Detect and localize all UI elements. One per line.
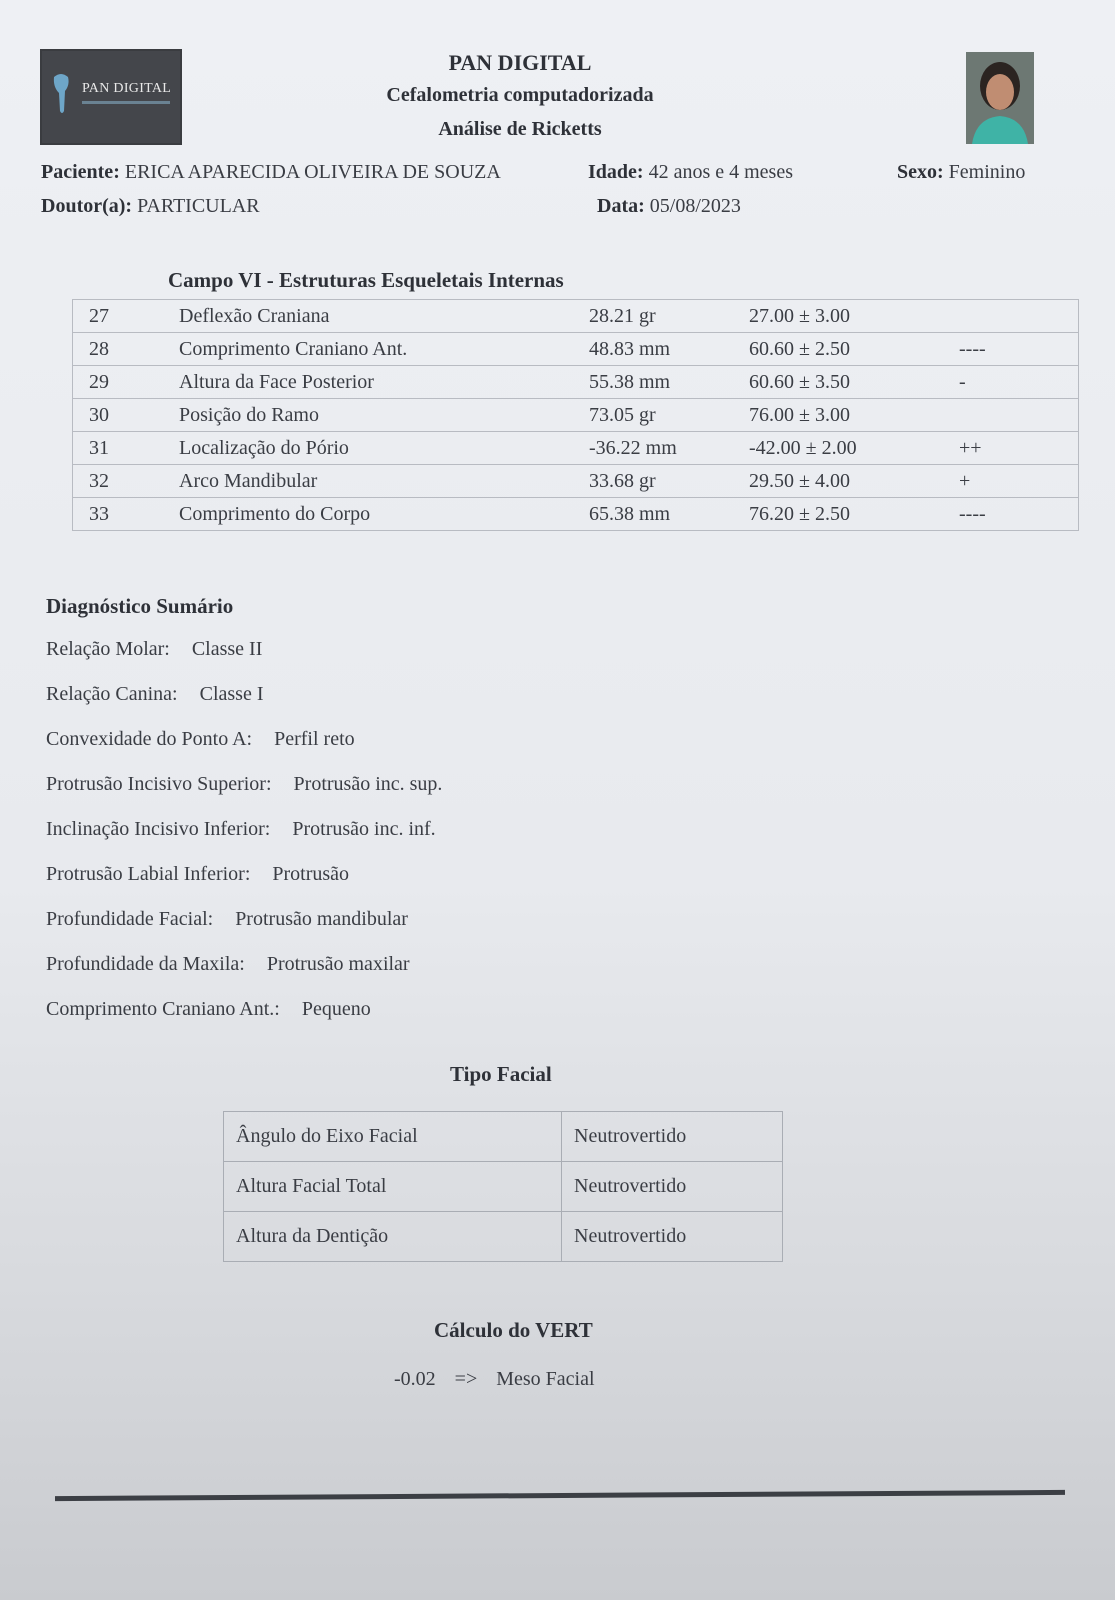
logo-text: PAN DIGITAL bbox=[82, 81, 172, 96]
diagnosis-value: Classe I bbox=[199, 683, 264, 705]
diagnosis-label: Inclinação Incisivo Inferior: bbox=[46, 818, 271, 840]
table-row bbox=[73, 300, 1079, 333]
measure-value: 28.21 gr bbox=[589, 300, 749, 333]
doctor-name: PARTICULAR bbox=[137, 195, 260, 217]
measure-name: Arco Mandibular bbox=[179, 465, 589, 498]
diagnosis-label: Relação Molar: bbox=[46, 638, 170, 660]
exam-date: 05/08/2023 bbox=[649, 195, 741, 217]
facial-measure-name: Altura da Dentição bbox=[224, 1212, 562, 1262]
diagnosis-value: Protrusão inc. inf. bbox=[292, 818, 436, 840]
measure-name: Altura da Face Posterior bbox=[179, 366, 589, 399]
facial-measure-name: Altura Facial Total bbox=[224, 1162, 562, 1212]
facial-type-title: Tipo Facial bbox=[450, 1062, 552, 1086]
row-number: 28 bbox=[73, 333, 180, 366]
deviation-flag: + bbox=[959, 465, 1079, 498]
measure-value: 48.83 mm bbox=[589, 333, 749, 366]
patient-age: 42 anos e 4 meses bbox=[648, 161, 793, 183]
diagnosis-label: Protrusão Labial Inferior: bbox=[46, 863, 251, 885]
facial-type-table bbox=[223, 1111, 783, 1262]
age-label: Idade: bbox=[588, 161, 644, 183]
diagnosis-item bbox=[46, 998, 371, 1021]
diagnosis-item bbox=[46, 908, 408, 931]
date-label: Data: bbox=[597, 195, 645, 217]
diagnosis-value: Pequeno bbox=[301, 998, 371, 1020]
patient-sex-line bbox=[897, 161, 1025, 184]
report-subtitle: Cefalometria computadorizada bbox=[386, 84, 654, 106]
vert-result-line bbox=[394, 1368, 595, 1391]
diagnosis-value: Protrusão bbox=[272, 863, 350, 885]
table-row bbox=[73, 366, 1079, 399]
measure-name: Deflexão Craniana bbox=[179, 300, 589, 333]
logo-tagline-bar bbox=[82, 101, 170, 104]
diagnosis-label: Profundidade da Maxila: bbox=[46, 953, 245, 975]
facial-measure-value: Neutrovertido bbox=[562, 1112, 783, 1162]
vert-value: -0.02 bbox=[394, 1368, 436, 1390]
facial-measure-name: Ângulo do Eixo Facial bbox=[224, 1112, 562, 1162]
analysis-title: Análise de Ricketts bbox=[438, 118, 602, 140]
table-row bbox=[73, 465, 1079, 498]
row-number: 27 bbox=[73, 300, 180, 333]
measure-name: Posição do Ramo bbox=[179, 399, 589, 432]
measure-value: 55.38 mm bbox=[589, 366, 749, 399]
measure-value: 33.68 gr bbox=[589, 465, 749, 498]
footer-divider bbox=[55, 1490, 1065, 1501]
reference-value: -42.00 ± 2.00 bbox=[749, 432, 959, 465]
diagnosis-item bbox=[46, 818, 436, 841]
patient-label: Paciente: bbox=[41, 161, 120, 183]
patient-photo bbox=[966, 52, 1034, 144]
patient-name: ERICA APARECIDA OLIVEIRA DE SOUZA bbox=[124, 161, 501, 183]
row-number: 31 bbox=[73, 432, 180, 465]
date-line bbox=[597, 195, 741, 218]
company-logo bbox=[40, 49, 182, 145]
diagnosis-value: Classe II bbox=[191, 638, 263, 660]
reference-value: 27.00 ± 3.00 bbox=[749, 300, 959, 333]
measure-value: 65.38 mm bbox=[589, 498, 749, 531]
table-row bbox=[73, 498, 1079, 531]
table-row bbox=[73, 333, 1079, 366]
measure-name: Comprimento do Corpo bbox=[179, 498, 589, 531]
diagnosis-item bbox=[46, 863, 349, 886]
table-row bbox=[73, 399, 1079, 432]
patient-portrait-icon bbox=[966, 52, 1034, 144]
row-number: 30 bbox=[73, 399, 180, 432]
diagnosis-value: Perfil reto bbox=[274, 728, 355, 750]
row-number: 33 bbox=[73, 498, 180, 531]
diagnosis-label: Protrusão Incisivo Superior: bbox=[46, 773, 272, 795]
section-title: Campo VI - Estruturas Esqueletais Internas bbox=[168, 268, 564, 292]
patient-name-line bbox=[41, 161, 501, 184]
diagnosis-value: Protrusão mandibular bbox=[235, 908, 408, 930]
table-row bbox=[73, 432, 1079, 465]
facial-measure-value: Neutrovertido bbox=[562, 1162, 783, 1212]
vert-result: Meso Facial bbox=[496, 1368, 595, 1390]
measure-name: Comprimento Craniano Ant. bbox=[179, 333, 589, 366]
diagnosis-value: Protrusão maxilar bbox=[266, 953, 410, 975]
diagnosis-label: Relação Canina: bbox=[46, 683, 178, 705]
diagnosis-value: Protrusão inc. sup. bbox=[293, 773, 443, 795]
reference-value: 60.60 ± 3.50 bbox=[749, 366, 959, 399]
diagnosis-item bbox=[46, 953, 410, 976]
diagnosis-item bbox=[46, 728, 355, 751]
deviation-flag bbox=[959, 300, 1079, 333]
table-row bbox=[224, 1112, 783, 1162]
reference-value: 76.20 ± 2.50 bbox=[749, 498, 959, 531]
patient-age-line bbox=[588, 161, 793, 184]
reference-value: 29.50 ± 4.00 bbox=[749, 465, 959, 498]
measurements-table bbox=[72, 299, 1079, 531]
table-row bbox=[224, 1212, 783, 1262]
diagnosis-label: Profundidade Facial: bbox=[46, 908, 214, 930]
diagnosis-label: Comprimento Craniano Ant.: bbox=[46, 998, 280, 1020]
vert-title: Cálculo do VERT bbox=[434, 1318, 593, 1342]
reference-value: 60.60 ± 2.50 bbox=[749, 333, 959, 366]
deviation-flag: ---- bbox=[959, 333, 1079, 366]
vert-arrow: => bbox=[454, 1368, 478, 1390]
row-number: 29 bbox=[73, 366, 180, 399]
deviation-flag: ---- bbox=[959, 498, 1079, 531]
deviation-flag: - bbox=[959, 366, 1079, 399]
measure-name: Localização do Pório bbox=[179, 432, 589, 465]
diagnosis-item bbox=[46, 773, 442, 796]
diagnosis-label: Convexidade do Ponto A: bbox=[46, 728, 253, 750]
diagnosis-item bbox=[46, 683, 264, 706]
diagnosis-item bbox=[46, 638, 262, 661]
table-row bbox=[224, 1162, 783, 1212]
reference-value: 76.00 ± 3.00 bbox=[749, 399, 959, 432]
tooth-logo-icon bbox=[50, 71, 72, 115]
doctor-label: Doutor(a): bbox=[41, 195, 133, 217]
diagnosis-title: Diagnóstico Sumário bbox=[46, 594, 234, 618]
patient-sex: Feminino bbox=[948, 161, 1026, 183]
measure-value: 73.05 gr bbox=[589, 399, 749, 432]
deviation-flag: ++ bbox=[959, 432, 1079, 465]
measure-value: -36.22 mm bbox=[589, 432, 749, 465]
doctor-line bbox=[41, 195, 260, 218]
row-number: 32 bbox=[73, 465, 180, 498]
clinic-title: PAN DIGITAL bbox=[448, 50, 592, 75]
deviation-flag bbox=[959, 399, 1079, 432]
sex-label: Sexo: bbox=[897, 161, 944, 183]
facial-measure-value: Neutrovertido bbox=[562, 1212, 783, 1262]
